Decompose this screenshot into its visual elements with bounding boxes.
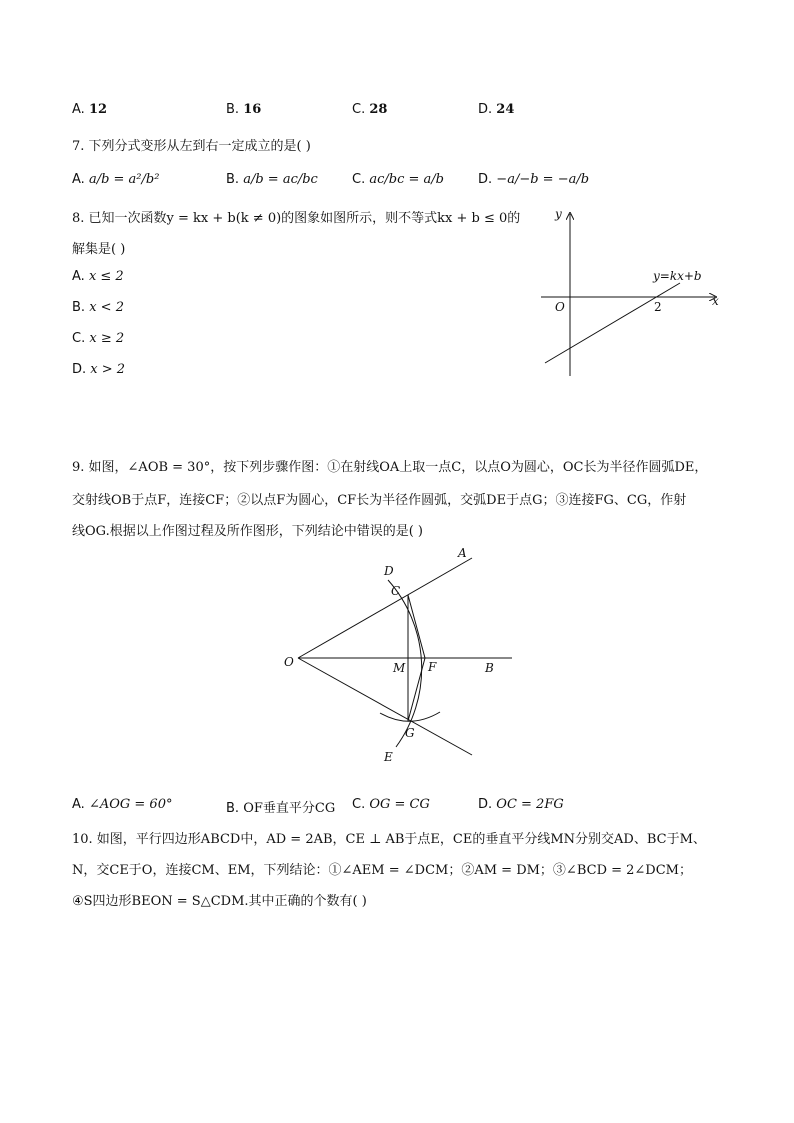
q8-stem-line1: 8. 已知一次函数y = kx + b(k ≠ 0)的图象如图所示，则不等式kx + b ≤ 0的 — [72, 211, 521, 226]
origin-label: O — [555, 300, 565, 314]
q8-stem-line2: 解集是( ) — [72, 242, 126, 257]
q6-option-d[interactable] — [478, 102, 514, 117]
q6-option-a[interactable] — [72, 102, 107, 117]
label-a: A — [458, 546, 467, 560]
option-text: x ≤ 2 — [88, 269, 124, 284]
q9-option-a[interactable] — [72, 797, 172, 812]
q9-option-d[interactable] — [478, 797, 564, 812]
option-text: a/b = a²/b² — [88, 172, 160, 187]
q6-option-c[interactable] — [352, 102, 387, 117]
q8-option-c[interactable] — [72, 331, 124, 346]
option-text: OG = CG — [369, 797, 430, 812]
option-letter: C. — [72, 331, 86, 346]
option-text: 28 — [369, 102, 388, 117]
option-text: 16 — [243, 102, 262, 117]
q7-option-a[interactable] — [72, 172, 159, 187]
function-line — [545, 283, 680, 363]
option-letter: A. — [72, 172, 85, 187]
ray-oe — [298, 658, 472, 755]
option-text: OC = 2FG — [496, 797, 564, 812]
option-letter: D. — [478, 172, 493, 187]
q6-option-b[interactable] — [226, 102, 261, 117]
segment-cf — [408, 595, 425, 658]
option-text: ∠AOG = 60° — [88, 797, 173, 812]
option-text: x < 2 — [89, 300, 124, 315]
label-b: B — [485, 661, 494, 675]
option-text: −a/−b = −a/b — [496, 172, 590, 187]
label-o: O — [284, 655, 294, 669]
q8-option-d[interactable] — [72, 362, 125, 377]
option-letter: A. — [72, 269, 85, 284]
q7-option-d[interactable] — [478, 172, 589, 187]
x-axis-label: x — [712, 294, 719, 308]
y-axis-label: y — [555, 207, 562, 221]
q7-option-b[interactable] — [226, 172, 318, 187]
option-letter: A. — [72, 102, 85, 117]
option-letter: D. — [478, 797, 493, 812]
label-g: G — [405, 726, 415, 740]
option-letter: B. — [72, 300, 86, 315]
option-letter: C. — [352, 797, 366, 812]
q8-option-b[interactable] — [72, 300, 124, 315]
label-c: C — [391, 584, 401, 598]
intercept-label: 2 — [654, 300, 662, 314]
option-letter: B. — [226, 172, 240, 187]
q10-stem-line1: 10. 如图，平行四边形ABCD中，AD = 2AB，CE ⊥ AB于点E，CE的垂直平分线MN分别交AD、BC于M、 — [72, 832, 706, 847]
q7-option-c[interactable] — [352, 172, 444, 187]
option-letter: C. — [352, 102, 366, 117]
q9-stem-line1: 9. 如图，∠AOB = 30°，按下列步骤作图：①在射线OA上取一点C，以点O为圆心，OC长为半径作圆弧DE， — [72, 460, 708, 475]
option-letter: D. — [478, 102, 493, 117]
option-text: x > 2 — [90, 362, 126, 377]
option-text: 12 — [88, 102, 108, 117]
label-f: F — [428, 660, 437, 674]
segment-fg — [408, 658, 425, 721]
option-letter: B. — [226, 102, 240, 117]
option-letter: C. — [352, 172, 366, 187]
option-text: 24 — [496, 102, 515, 117]
q10-stem-line2: N，交CE于O，连接CM、EM，下列结论：①∠AEM = ∠DCM；②AM = DM；③∠BCD = 2∠DCM； — [72, 863, 692, 878]
label-e: E — [384, 750, 393, 764]
line-label: y=kx+b — [653, 269, 702, 283]
q8-function-graph — [535, 200, 735, 380]
q8-option-a[interactable] — [72, 269, 124, 284]
q7-stem: 7. 下列分式变形从左到右一定成立的是( ) — [72, 139, 311, 154]
q9-construction-figure — [280, 545, 540, 775]
option-text: x ≥ 2 — [89, 331, 125, 346]
option-letter: D. — [72, 362, 87, 377]
option-text: a/b = ac/bc — [243, 172, 318, 187]
option-text: ac/bc = a/b — [369, 172, 444, 187]
option-letter: B. — [226, 801, 240, 816]
option-text: OF垂直平分CG — [243, 801, 336, 816]
option-letter: A. — [72, 797, 85, 812]
q9-option-b[interactable] — [226, 797, 335, 816]
q9-stem-line2: 交射线OB于点F，连接CF；②以点F为圆心，CF长为半径作圆弧，交弧DE于点G；③连接FG、CG，作射 — [72, 493, 687, 508]
label-d: D — [384, 564, 394, 578]
label-m: M — [393, 661, 406, 675]
q10-stem-line3: ④S四边形BEON = S△CDM.其中正确的个数有( ) — [72, 894, 367, 909]
q9-stem-line3: 线OG.根据以上作图过程及所作图形，下列结论中错误的是( ) — [72, 524, 423, 539]
q9-option-c[interactable] — [352, 797, 430, 812]
